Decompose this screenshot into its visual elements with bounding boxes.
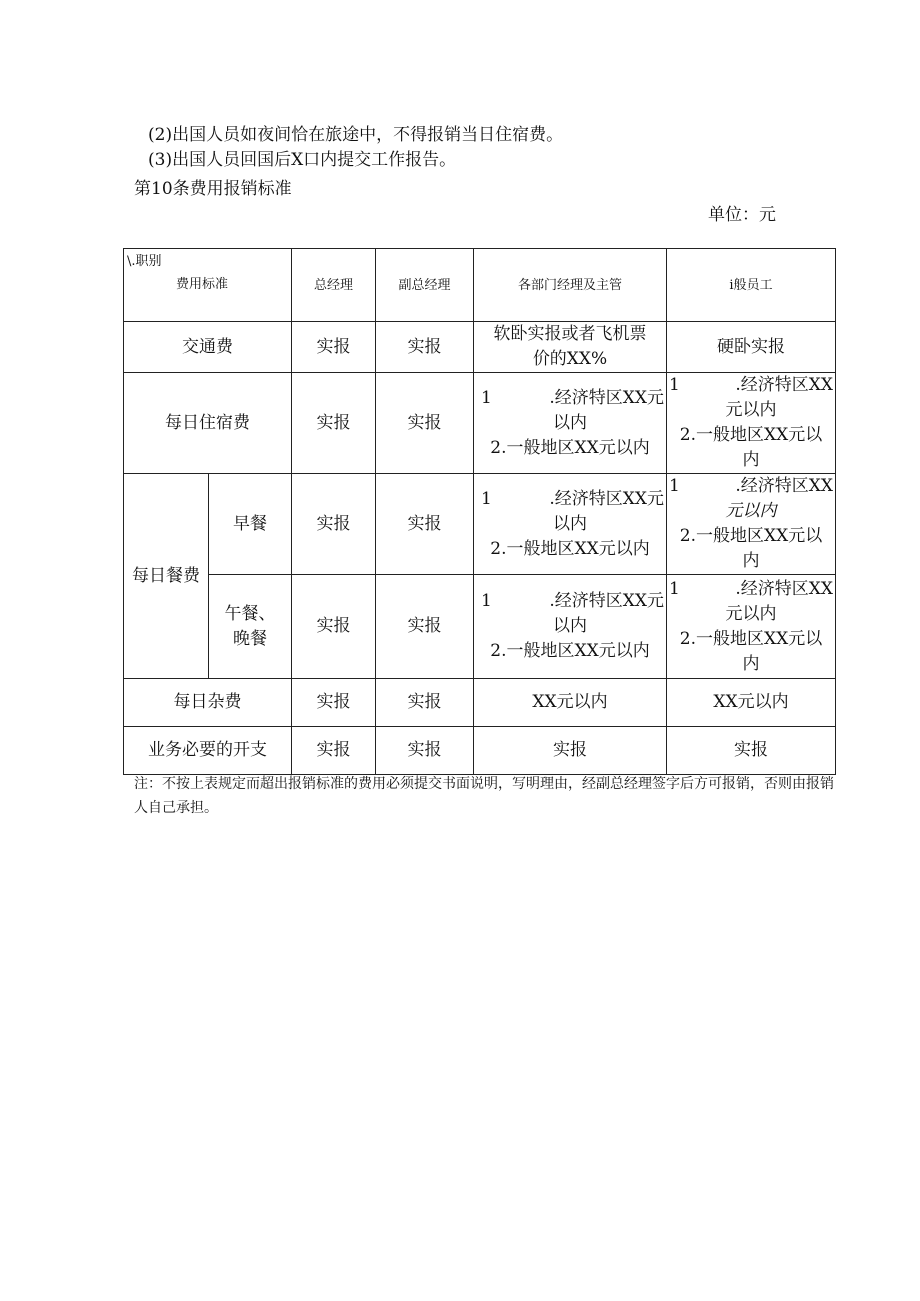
lunch-dinner-mgr-index: 1 [481,591,492,611]
article-title: 第10条费用报销标准 [134,179,292,199]
lunch-dinner-mgr-general-area: 2.一般地区XX元以内 [490,641,650,661]
lodging-staff-index: 1 [669,375,680,395]
cell-lodging-mgr [474,373,667,474]
cell-lodging-staff [667,373,836,474]
cell-lodging-vgm: 实报 [376,373,474,474]
cell-lunch-dinner-vgm: 实报 [376,575,474,679]
dinner-label: 晚餐 [233,628,267,649]
cell-transport-gm: 实报 [292,322,376,373]
breakfast-mgr-index: 1 [481,488,492,509]
row-label-meal: 每日餐费 [124,474,209,679]
cell-breakfast-vgm: 实报 [376,474,474,575]
table-row-misc [124,679,836,727]
table-header-row [124,249,836,322]
cell-breakfast-staff [667,474,836,575]
lodging-mgr-special-zone: .经济特区XX元 [549,387,664,408]
cell-transport-mgr: 软卧实报或者飞机票价的XX% [474,322,667,373]
lunch-dinner-mgr-within: 以内 [553,616,587,636]
header-general-manager: 总经理 [292,249,376,322]
lunch-dinner-staff-special-zone: .经济特区XX [735,578,833,599]
paragraph-night-travel: (2)出国人员如夜间恰在旅途中，不得报销当日住宿费。 [148,125,564,145]
cell-business-staff: 实报 [667,727,836,775]
cell-breakfast-mgr [474,474,667,575]
table-row-lunch-dinner [124,575,836,679]
cell-lunch-dinner-gm: 实报 [292,575,376,679]
breakfast-staff-index: 1 [669,476,680,496]
header-department-manager: 各部门经理及主管 [474,249,667,322]
row-label-lunch-dinner [209,575,292,679]
corner-standard-label: 费用标准 [176,277,229,292]
cell-misc-mgr: XX元以内 [474,679,667,727]
breakfast-mgr-within: 以内 [553,513,587,534]
row-label-transport: 交通费 [124,322,292,373]
breakfast-staff-special-zone: .经济特区XX [735,476,833,496]
cell-business-gm: 实报 [292,727,376,775]
breakfast-staff-general-area: 2.一般地区XX元以 [679,526,823,546]
table-row-lodging [124,373,836,474]
table-row-transport [124,322,836,373]
cell-misc-gm: 实报 [292,679,376,727]
lodging-staff-within: 元以内 [725,400,777,420]
lunch-dinner-staff-general-area: 2.一般地区XX元以 [679,628,823,649]
row-label-misc: 每日杂费 [124,679,292,727]
row-label-lodging: 每日住宿费 [124,373,292,474]
lunch-dinner-mgr-special-zone: .经济特区XX元 [549,591,664,611]
breakfast-staff-tail: 内 [742,551,760,571]
corner-header-cell [124,249,292,322]
cell-breakfast-gm: 实报 [292,474,376,575]
table-footnote: 注：不按上表规定而超出报销标准的费用必须提交书面说明，写明理由，经副总经理签字后方可报销，否则由报销人自己承担。 [134,776,834,816]
unit-label: 单位：元 [708,205,776,225]
cell-transport-staff: 硬卧实报 [667,322,836,373]
paragraph-report: (3)出国人员回国后X口内提交工作报告。 [148,150,457,170]
lunch-dinner-staff-index: 1 [669,578,680,599]
lunch-dinner-staff-tail: 内 [742,653,760,674]
lodging-staff-special-zone: .经济特区XX [735,375,833,395]
cell-business-vgm: 实报 [376,727,474,775]
row-label-breakfast: 早餐 [209,474,292,575]
cell-transport-vgm: 实报 [376,322,474,373]
cell-lunch-dinner-staff [667,575,836,679]
cell-misc-staff: XX元以内 [667,679,836,727]
lunch-label: 午餐、 [224,603,276,624]
header-deputy-general-manager: 副总经理 [376,249,474,322]
cell-business-mgr: 实报 [474,727,667,775]
row-label-business: 业务必要的开支 [124,727,292,775]
cell-misc-vgm: 实报 [376,679,474,727]
expense-standard-table [123,248,836,775]
breakfast-staff-within: 元以内 [725,501,777,521]
table-row-breakfast [124,474,836,575]
lunch-dinner-staff-within: 元以内 [725,603,777,624]
breakfast-mgr-special-zone: .经济特区XX元 [549,488,664,509]
lodging-mgr-general-area: 2.一般地区XX元以内 [490,437,650,458]
lodging-staff-tail: 内 [742,450,760,470]
cell-lunch-dinner-mgr [474,575,667,679]
cell-lodging-gm: 实报 [292,373,376,474]
lodging-mgr-index: 1 [481,387,492,408]
table-row-business [124,727,836,775]
corner-position-label: \.职别 [127,254,162,269]
lodging-staff-general-area: 2.一般地区XX元以 [679,425,823,445]
breakfast-mgr-general-area: 2.一般地区XX元以内 [490,538,650,559]
header-general-staff: i般员工 [667,249,836,322]
lodging-mgr-within: 以内 [553,412,587,433]
